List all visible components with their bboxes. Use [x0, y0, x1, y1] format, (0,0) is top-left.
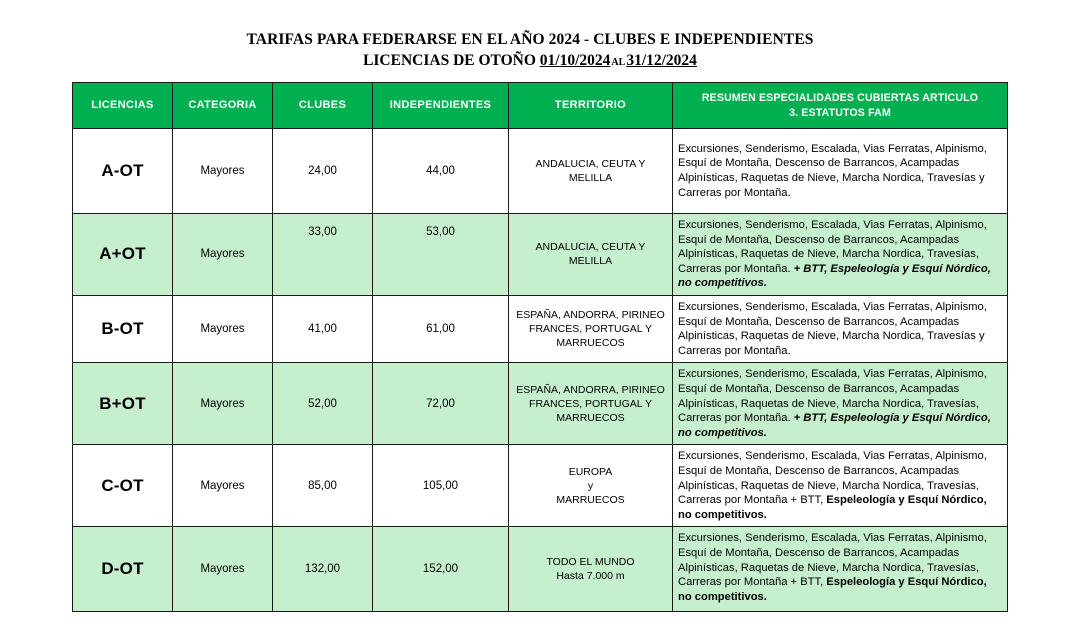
table-row: [73, 527, 1008, 612]
cell-precio-independientes: 105,00: [373, 445, 509, 527]
cell-precio-independientes: 152,00: [373, 527, 509, 612]
cell-categoria: Mayores: [173, 129, 273, 214]
cell-precio-independientes: 44,00: [373, 129, 509, 214]
column-header-resumen-line1: RESUMEN ESPECIALIDADES CUBIERTAS ARTICULO: [701, 91, 979, 104]
cell-territorio: [509, 295, 673, 362]
cell-categoria: Mayores: [173, 445, 273, 527]
tarifas-table: [72, 82, 1008, 612]
cell-territorio: [509, 214, 673, 296]
subtitle-date-from: 01/10/2024: [539, 52, 611, 69]
cell-licencia: A+OT: [73, 214, 173, 296]
cell-licencia: B+OT: [73, 363, 173, 445]
column-header-territorio: TERRITORIO: [509, 83, 673, 129]
document-title-block: [0, 30, 1060, 73]
page-title: TARIFAS PARA FEDERARSE EN EL AÑO 2024 - CLUBES E INDEPENDIENTES: [246, 31, 814, 48]
cell-precio-clubes: 85,00: [273, 445, 373, 527]
cell-licencia: B-OT: [73, 295, 173, 362]
cell-resumen: [673, 129, 1008, 214]
column-header-categoria: CATEGORIA: [173, 83, 273, 129]
territorio-line: TODO EL MUNDO: [546, 556, 635, 569]
territorio-line: MARRUECOS: [556, 337, 625, 350]
table-row: [73, 363, 1008, 445]
cell-precio-independientes: 72,00: [373, 363, 509, 445]
cell-precio-independientes: 53,00: [373, 214, 509, 296]
cell-licencia: D-OT: [73, 527, 173, 612]
resumen-base-text: Excursiones, Senderismo, Escalada, Vias Ferratas, Alpinismo, Esquí de Montaña, Descenso de Barrancos, Acampadas Alpinísticas, Raquetas de Nieve, Marcha Nordica, Travesías, Carreras por Montaña + BTT,: [678, 532, 987, 589]
cell-licencia: A-OT: [73, 129, 173, 214]
column-header-resumen: [673, 83, 1008, 129]
subtitle-prefix: LICENCIAS DE OTOÑO: [363, 52, 540, 69]
territorio-line: ANDALUCIA, CEUTA Y MELILLA: [535, 241, 646, 268]
resumen-base-text: Excursiones, Senderismo, Escalada, Vias Ferratas, Alpinismo, Esquí de Montaña, Descenso de Barrancos, Acampadas Alpinísticas, Raquetas de Nieve, Marcha Nordica, Travesías, Carreras por Montaña.: [678, 368, 987, 425]
cell-precio-clubes: 24,00: [273, 129, 373, 214]
territorio-line: MARRUECOS: [556, 411, 625, 424]
cell-territorio: [509, 363, 673, 445]
table-row: [73, 295, 1008, 362]
cell-categoria: Mayores: [173, 363, 273, 445]
subtitle-connector: AL: [611, 57, 626, 68]
resumen-extra-text: + BTT, Espeleología y Esquí Nórdico, no competitivos.: [678, 412, 991, 439]
territorio-line: ANDALUCIA, CEUTA Y MELILLA: [535, 158, 646, 184]
territorio-line: FRANCES, PORTUGAL Y: [529, 323, 652, 336]
column-header-clubes: CLUBES: [273, 83, 373, 129]
subtitle-date-to: 31/12/2024: [626, 52, 697, 69]
cell-precio-independientes: 61,00: [373, 295, 509, 362]
cell-resumen: [673, 363, 1008, 445]
page-subtitle: [0, 51, 1060, 73]
cell-categoria: Mayores: [173, 295, 273, 362]
resumen-extra-text: Espeleología y Esquí Nórdico, no competitivos.: [678, 576, 987, 603]
resumen-base-text: Excursiones, Senderismo, Escalada, Vias Ferratas, Alpinismo, Esquí de Montaña, Descenso de Barrancos, Acampadas Alpinísticas, Raquetas de Nieve, Marcha Nordica, Travesías, Carreras por Montaña.: [678, 219, 987, 275]
cell-resumen: [673, 527, 1008, 612]
cell-precio-clubes: 41,00: [273, 295, 373, 362]
column-header-resumen-line2: 3. ESTATUTOS FAM: [789, 106, 891, 119]
cell-territorio: [509, 527, 673, 612]
cell-licencia: C-OT: [73, 445, 173, 527]
territorio-line: ESPAÑA, ANDORRA, PIRINEO: [516, 309, 665, 322]
cell-resumen: [673, 214, 1008, 296]
cell-resumen: [673, 445, 1008, 527]
cell-categoria: Mayores: [173, 527, 273, 612]
table-row: [73, 129, 1008, 214]
resumen-base-text: Excursiones, Senderismo, Escalada, Vias Ferratas, Alpinismo, Esquí de Montaña, Descenso de Barrancos, Acampadas Alpinísticas, Raquetas de Nieve, Marcha Nordica, Travesías y Carreras por Montaña.: [678, 300, 987, 357]
resumen-base-text: Excursiones, Senderismo, Escalada, Vias Ferratas, Alpinismo, Esquí de Montaña, Descenso de Barrancos, Acampadas Alpinísticas, Raquetas de Nieve, Marcha Nordica, Travesías, Carreras por Montaña + BTT,: [678, 450, 987, 507]
territorio-line: FRANCES, PORTUGAL Y: [529, 397, 652, 410]
cell-resumen: [673, 295, 1008, 362]
territorio-line: MARRUECOS: [556, 493, 625, 506]
territorio-line: y: [587, 479, 594, 492]
table-row: [73, 445, 1008, 527]
territorio-line: ESPAÑA, ANDORRA, PIRINEO: [516, 383, 665, 396]
table-body: [73, 129, 1008, 612]
resumen-base-text: Excursiones, Senderismo, Escalada, Vias Ferratas, Alpinismo, Esquí de Montaña, Descenso de Barrancos, Acampadas Alpinísticas, Raquetas de Nieve, Marcha Nordica, Travesías y Carreras por Montaña.: [678, 142, 987, 199]
cell-territorio: [509, 445, 673, 527]
cell-categoria: Mayores: [173, 214, 273, 296]
territorio-line: Hasta 7.000 m: [556, 570, 625, 583]
cell-precio-clubes: 33,00: [273, 214, 373, 296]
cell-precio-clubes: 52,00: [273, 363, 373, 445]
cell-territorio: [509, 129, 673, 214]
territorio-line: EUROPA: [568, 465, 613, 478]
table-header-row: [73, 83, 1008, 129]
resumen-extra-text: Espeleología y Esquí Nórdico, no competitivos.: [678, 494, 987, 521]
column-header-licencias: LICENCIAS: [73, 83, 173, 129]
table-header: [73, 83, 1008, 129]
column-header-independientes: INDEPENDIENTES: [373, 83, 509, 129]
table-row: [73, 214, 1008, 296]
resumen-extra-text: + BTT, Espeleología y Esquí Nórdico, no competitivos.: [678, 262, 991, 290]
cell-precio-clubes: 132,00: [273, 527, 373, 612]
